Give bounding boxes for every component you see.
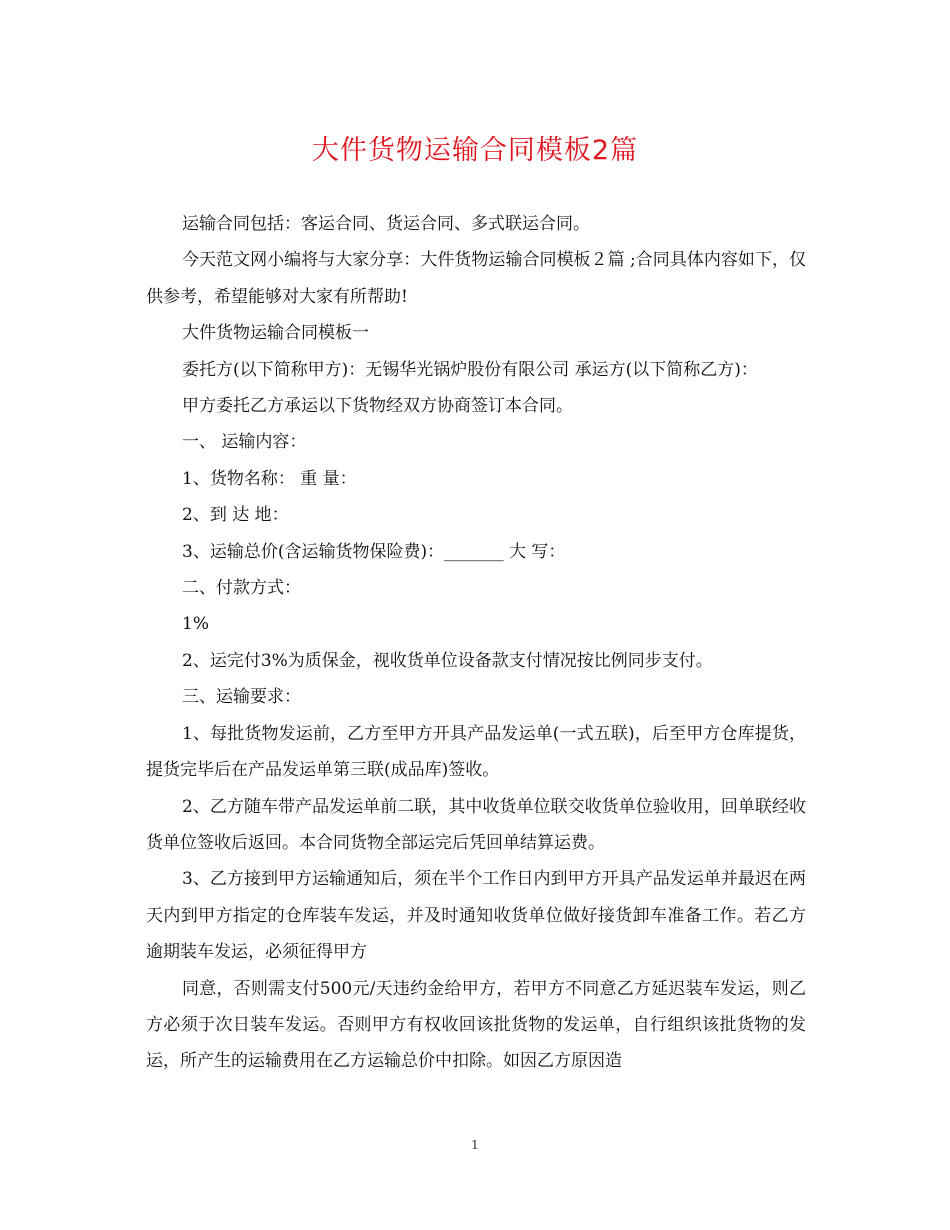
clause-item: 2、运完付3%为质保金，视收货单位设备款支付情况按比例同步支付。	[182, 650, 713, 671]
document-title: 大件货物运输合同模板2篇	[311, 135, 639, 166]
paragraph: 今天范文网小编将与大家分享：大件货物运输合同模板２篇 ;合同具体内容如下，仅供参考，希望能够对大家有所帮助!	[146, 250, 806, 307]
clause-item: 1、每批货物发运前，乙方至甲方开具产品发运单(一式五联)，后至甲方仓库提货，提货完毕后在产品发运单第三联(成品库)签收。	[146, 723, 806, 781]
clause-item: 1%	[182, 614, 209, 635]
clause-item: 3、运输总价(含运输货物保险费)：_______ 大 写：	[182, 541, 566, 562]
paragraph: 甲方委托乙方承运以下货物经双方协商签订本合同。	[182, 396, 573, 417]
paragraph: 委托方(以下简称甲方)：无锡华光锅炉股份有限公司 承运方(以下简称乙方)：	[182, 359, 758, 380]
section-heading: 大件货物运输合同模板一	[182, 323, 369, 344]
paragraph: 运输合同包括：客运合同、货运合同、多式联运合同。	[182, 214, 590, 234]
document-body	[146, 206, 806, 1080]
clause-item: 3、乙方接到甲方运输通知后，须在半个工作日内到甲方开具产品发运单并最迟在两天内到甲方指定的仓库装车发运，并及时通知收货单位做好接货卸车准备工作。若乙方逾期装车发运，必须征得甲方	[146, 869, 806, 963]
clause-item: 2、乙方随车带产品发运单前二联，其中收货单位联交收货单位验收用，回单联经收货单位签收后返回。本合同货物全部运完后凭回单结算运费。	[146, 796, 806, 853]
clause-item: 2、到 达 地：	[182, 505, 289, 526]
clause-heading: 二、付款方式：	[182, 578, 301, 599]
clause-item: 1、货物名称： 重 量：	[182, 468, 357, 489]
page-number: 1	[471, 1138, 479, 1152]
clause-heading: 一、 运输内容：	[182, 432, 307, 453]
clause-heading: 三、运输要求：	[182, 687, 301, 708]
paragraph: 同意，否则需支付500元/天违约金给甲方，若甲方不同意乙方延迟装车发运，则乙方必须于次日装车发运。否则甲方有权收回该批货物的发运单，自行组织该批货物的发运，所产生的运输费用在乙方运输总价中扣除。如因乙方原因造	[146, 978, 806, 1072]
